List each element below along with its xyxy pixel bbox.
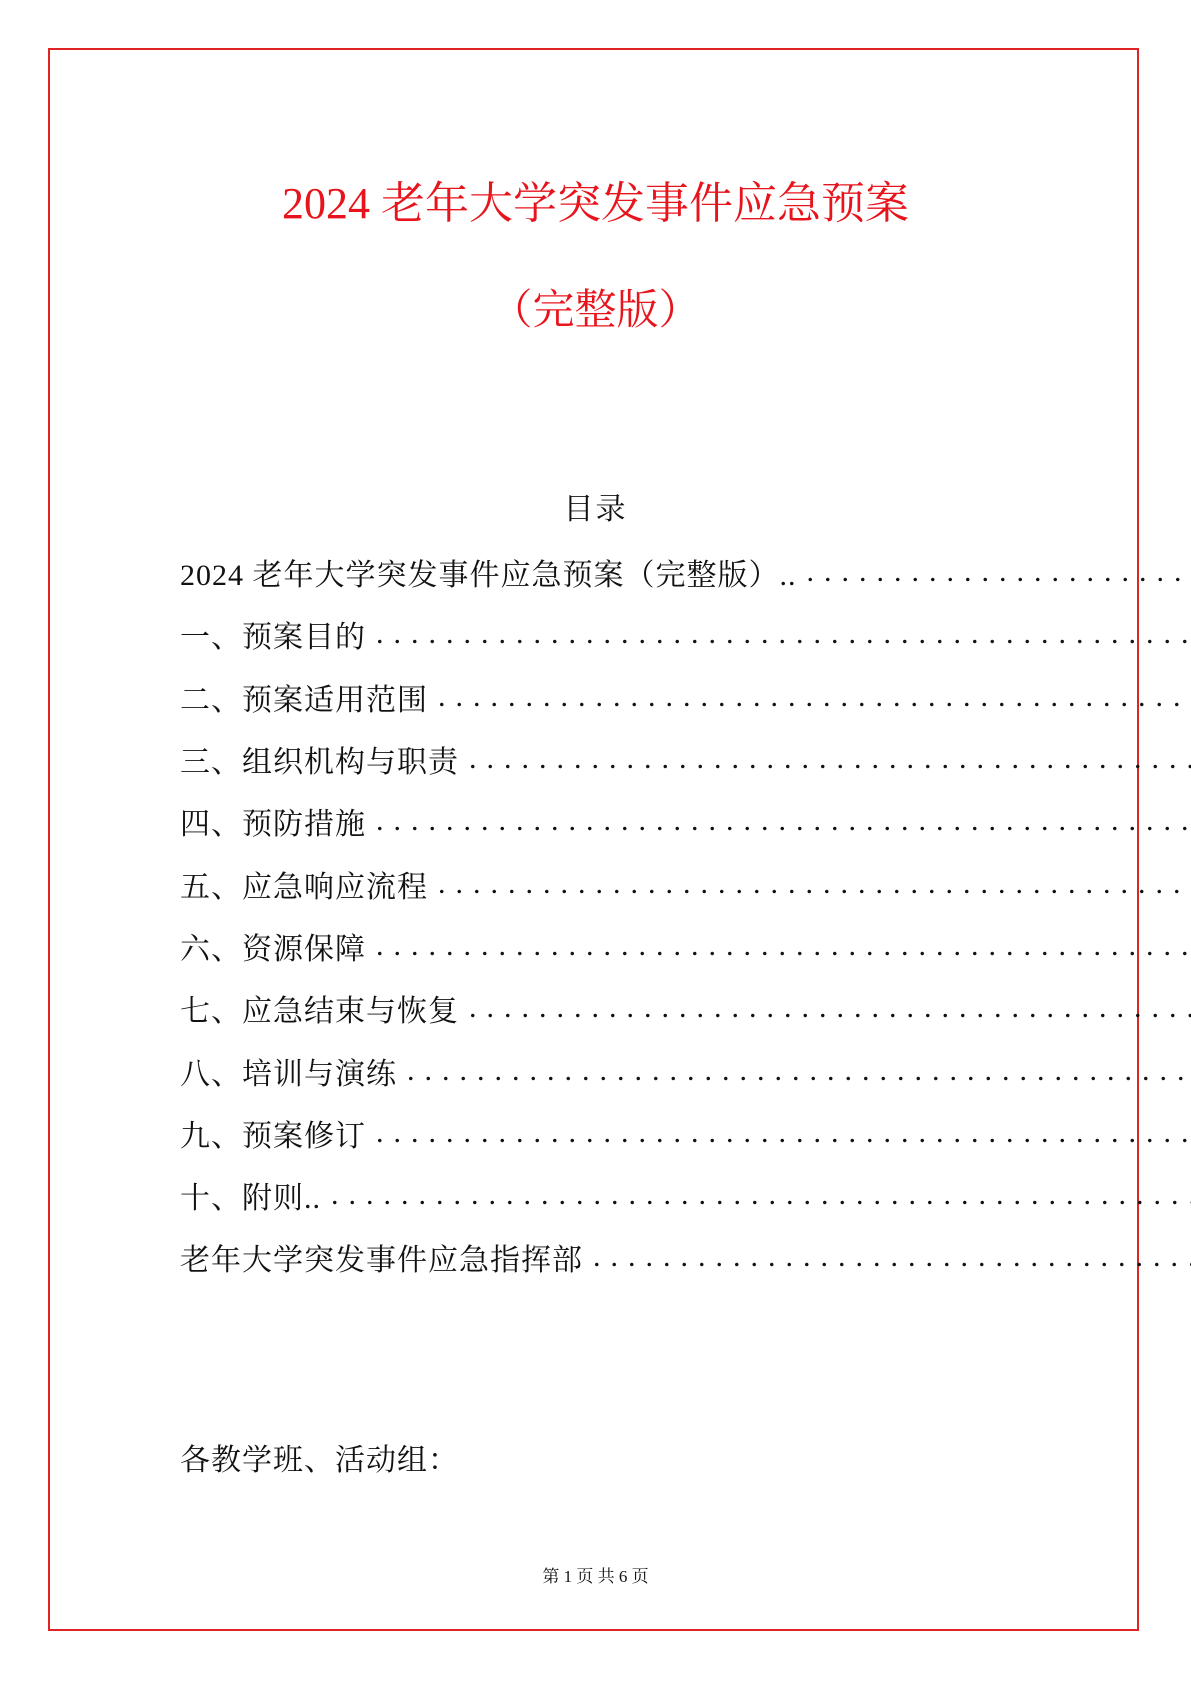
dot-leader bbox=[469, 991, 1191, 1025]
toc-entry[interactable] bbox=[180, 541, 1191, 603]
dot-leader bbox=[438, 867, 1191, 901]
dot-leader bbox=[593, 1240, 1191, 1274]
toc-entry-label: 老年大学突发事件应急指挥部 bbox=[180, 1244, 583, 1278]
toc-entry[interactable] bbox=[180, 1039, 1191, 1101]
toc-entry-label: 四、预防措施 bbox=[180, 808, 366, 842]
toc-entry-label: 六、资源保障 bbox=[180, 932, 366, 966]
toc-entry-label: 三、组织机构与职责 bbox=[180, 746, 459, 780]
dot-leader bbox=[331, 1178, 1191, 1212]
toc-entry[interactable] bbox=[180, 852, 1191, 914]
toc-entry[interactable] bbox=[180, 790, 1191, 852]
toc-entry[interactable] bbox=[180, 1226, 1191, 1288]
table-of-contents bbox=[180, 541, 1191, 1289]
dot-leader bbox=[376, 1116, 1191, 1150]
toc-entry[interactable] bbox=[180, 666, 1191, 728]
dot-leader bbox=[376, 929, 1191, 963]
toc-entry-label: 八、培训与演练 bbox=[180, 1057, 397, 1091]
toc-entry[interactable] bbox=[180, 915, 1191, 977]
page-number-footer: 第 1 页 共 6 页 bbox=[542, 1567, 649, 1586]
dot-leader bbox=[376, 804, 1191, 838]
toc-entry-label: 二、预案适用范围 bbox=[180, 683, 428, 717]
toc-entry-label: 七、应急结束与恢复 bbox=[180, 995, 459, 1029]
toc-entry-label: 九、预案修订 bbox=[180, 1119, 366, 1153]
document-title: 2024 老年大学突发事件应急预案 bbox=[282, 179, 909, 228]
toc-entry[interactable] bbox=[180, 977, 1191, 1039]
toc-entry-label: 2024 老年大学突发事件应急预案（完整版）.. bbox=[180, 559, 797, 593]
toc-entry[interactable] bbox=[180, 1102, 1191, 1164]
document-subtitle: （完整版） bbox=[490, 288, 701, 334]
dot-leader bbox=[407, 1054, 1191, 1088]
toc-entry-label: 十、附则.. bbox=[180, 1182, 321, 1216]
toc-entry[interactable] bbox=[180, 603, 1191, 665]
salutation: 各教学班、活动组： bbox=[180, 1444, 459, 1477]
toc-entry[interactable] bbox=[180, 1164, 1191, 1226]
toc-entry-label: 一、预案目的 bbox=[180, 621, 366, 655]
dot-leader bbox=[376, 617, 1191, 651]
dot-leader bbox=[469, 742, 1191, 776]
dot-leader bbox=[807, 555, 1191, 589]
dot-leader bbox=[438, 680, 1191, 714]
toc-entry[interactable] bbox=[180, 728, 1191, 790]
toc-heading: 目录 bbox=[563, 493, 628, 526]
toc-entry-label: 五、应急响应流程 bbox=[180, 870, 428, 904]
